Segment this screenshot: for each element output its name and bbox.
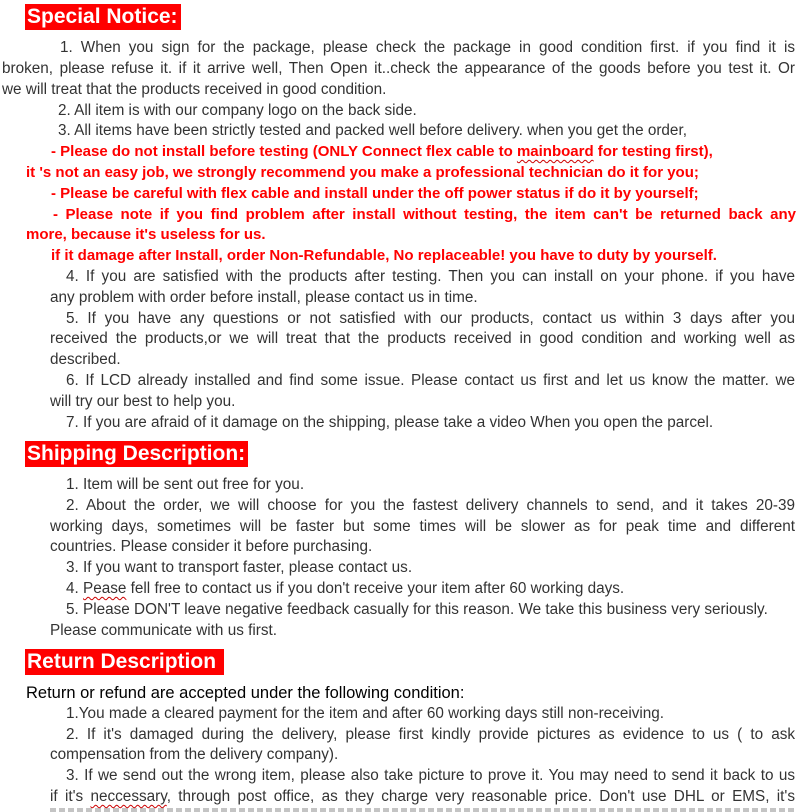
shipping-item-5-line-2: Please communicate with us first. xyxy=(50,622,277,639)
shipping-item-4-prefix: 4. xyxy=(66,580,84,597)
warning-1-misspelled-word: mainboard xyxy=(516,143,594,160)
shipping-item-2-line-2: working days, sometimes will be faster but some times will be slower as for peak time and different xyxy=(50,518,795,535)
shipping-item-4-rest: fell free to contact us if you don't receive your item after 60 working days. xyxy=(126,580,625,597)
clipped-text-line xyxy=(50,806,795,812)
notice-item-3: 3. All items have been strictly tested and packed well before delivery. when you get the order, xyxy=(58,122,687,139)
warning-1-after: for testing first), xyxy=(593,143,713,160)
return-item-3-line-2-before: if it's xyxy=(50,788,91,805)
notice-item-5-line-2: received the products,or we will treat that the products received in good condition and working well as xyxy=(50,330,795,347)
return-item-3-line-2-after: , through post office, as they charge very reasonable price. Don't use DHL or EMS, it's xyxy=(166,788,795,805)
warning-3: - Please be careful with flex cable and install under the off power status if do it by yourself; xyxy=(51,185,699,202)
notice-item-7: 7. If you are afraid of it damage on the shipping, please take a video When you open the parcel. xyxy=(66,414,714,431)
notice-item-5-line-3: described. xyxy=(50,351,121,368)
notice-item-1-line-2: broken, please refuse it. if it arrive well, Then Open it..check the appearance of the goods before you test it. Or xyxy=(2,60,795,77)
return-item-3-line-1: 3. If we send out the wrong item, please also take picture to prove it. You may need to send it back to us xyxy=(66,767,795,784)
return-item-2-line-1: 2. If it's damaged during the delivery, please first kindly provide pictures as evidence to us ( to ask xyxy=(66,726,795,743)
shipping-item-5-line-1: 5. Please DON'T leave negative feedback casually for this reason. We take this business very seriously. xyxy=(66,601,768,618)
warning-1 xyxy=(51,142,713,162)
shipping-item-2-line-3: countries. Please consider it before purchasing. xyxy=(50,538,373,555)
return-item-2-line-2: compensation from the delivery company). xyxy=(50,746,339,763)
special-notice-heading: Special Notice: xyxy=(25,4,181,30)
shipping-item-4-misspelled-word: Pease xyxy=(83,580,127,597)
shipping-description-heading: Shipping Description: xyxy=(25,441,248,467)
shipping-item-4 xyxy=(66,579,624,599)
return-item-1: 1.You made a cleared payment for the item and after 60 working days still non-receiving. xyxy=(66,705,665,722)
warning-5: if it damage after Install, order Non-Refundable, No replaceable! you have to duty by yourself. xyxy=(51,247,717,264)
notice-item-6-line-2: will try our best to help you. xyxy=(50,393,236,410)
notice-item-5-line-1: 5. If you have any questions or not satisfied with our products, contact us within 3 days after you xyxy=(66,310,795,327)
notice-item-1-line-1: 1. When you sign for the package, please check the package in good condition first. if you find it is xyxy=(60,39,795,56)
return-description-heading: Return Description xyxy=(25,649,224,675)
shipping-item-1: 1. Item will be sent out free for you. xyxy=(66,476,305,493)
notice-item-2: 2. All item is with our company logo on the back side. xyxy=(58,102,417,119)
shipping-item-3: 3. If you want to transport faster, please contact us. xyxy=(66,559,413,576)
shipping-item-2-line-1: 2. About the order, we will choose for you the fastest delivery channels to send, and it takes 20-39 xyxy=(66,497,795,514)
warning-4-line-2: more, because it's useless for us. xyxy=(26,226,266,243)
warning-1-before: - Please do not install before testing (ONLY Connect flex cable to xyxy=(51,143,517,160)
notice-item-4-line-1: 4. If you are satisfied with the products after testing. Then you can install on your phone. if you have xyxy=(66,268,795,285)
warning-4-line-1: - Please note if you find problem after install without testing, the item can't be returned back any xyxy=(53,206,796,223)
notice-item-1-line-3: we will treat that the products received in good condition. xyxy=(2,81,387,98)
return-item-3-misspelled-word: neccessary xyxy=(90,788,167,805)
return-intro: Return or refund are accepted under the following condition: xyxy=(26,684,465,702)
notice-item-4-line-2: any problem with order before install, please contact us in time. xyxy=(50,289,478,306)
warning-2: it 's not an easy job, we strongly recommend you make a professional technician do it for you; xyxy=(26,164,699,181)
notice-item-6-line-1: 6. If LCD already installed and find some issue. Please contact us first and let us know the matter. we xyxy=(66,372,795,389)
return-item-3-line-2 xyxy=(50,787,795,807)
